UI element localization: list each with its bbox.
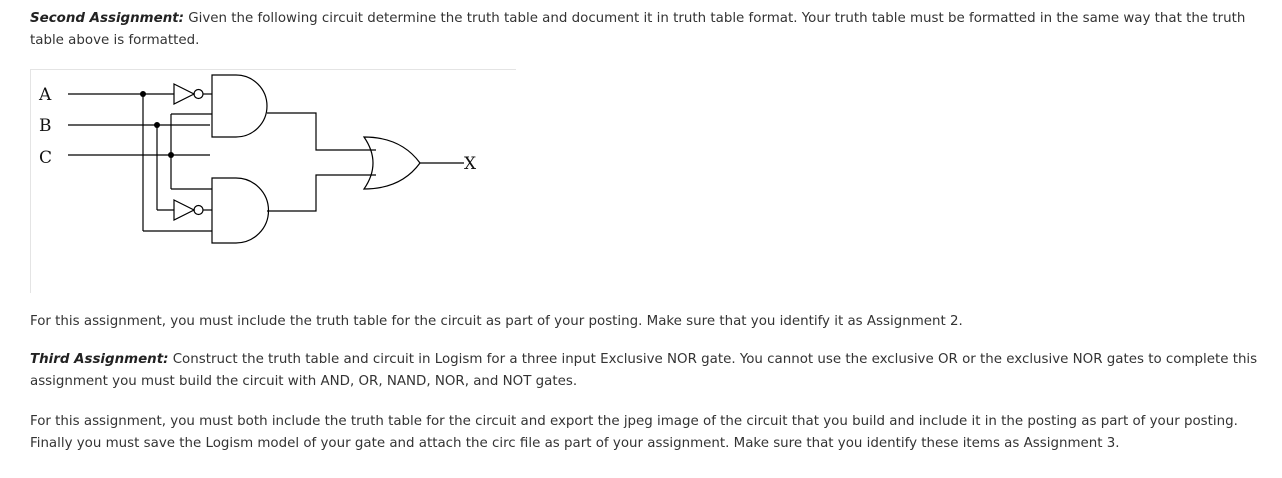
third-assignment-paragraph xyxy=(30,349,1270,393)
junction-c xyxy=(168,152,174,158)
second-assignment-heading: Second Assignment: xyxy=(30,11,184,26)
second-assignment-paragraph xyxy=(30,8,1270,52)
output-x-label: X xyxy=(464,154,477,174)
third-assignment-text: Construct the truth table and circuit in Logism for a three input Exclusive NOR gate. You cannot use the exclusive OR or the exclusive NOR gates to complete this assignment you must build the circuit with AND, OR, NAND, NOR, and NOT gates. xyxy=(30,352,1258,389)
and-gate-1 xyxy=(212,75,267,137)
second-assignment-text: Given the following circuit determine the truth table and document it in truth table format. Your truth table must be formatted in the same way that the truth table above is formatted. xyxy=(30,11,1246,48)
junction-a xyxy=(140,91,146,97)
or-gate xyxy=(364,137,420,189)
wire-and2-out xyxy=(267,175,376,211)
assignment3-instruction: For this assignment, you must both include the truth table for the circuit and export the jpeg image of the circuit that you build and include it in the posting as part of your posting. Finally you must save the Logism model of your gate and attach the circ file as part of your assignment. Make sure that you identify these items as Assignment 3. xyxy=(30,414,1238,451)
not-gate-1-bubble xyxy=(194,90,203,99)
and-gate-2 xyxy=(212,178,269,243)
input-b-label: B xyxy=(39,116,52,136)
junction-b xyxy=(154,122,160,128)
assignment2-instruction: For this assignment, you must include the truth table for the circuit as part of your posting. Make sure that you identify it as Assignment 2. xyxy=(30,314,963,329)
not-gate-2 xyxy=(174,200,194,220)
input-c-label: C xyxy=(39,148,53,168)
not-gate-2-bubble xyxy=(194,206,203,215)
input-a-label: A xyxy=(39,85,52,105)
circuit-diagram xyxy=(30,69,516,293)
wire-and1-out xyxy=(267,113,376,150)
third-assignment-heading: Third Assignment: xyxy=(30,352,169,367)
not-gate-1 xyxy=(174,84,194,104)
